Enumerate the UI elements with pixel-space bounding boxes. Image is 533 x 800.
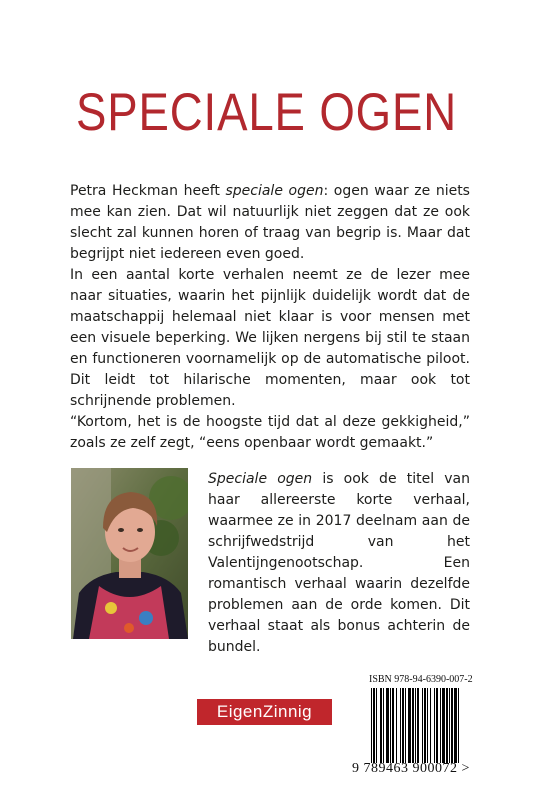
barcode-bar	[412, 688, 414, 763]
barcode	[371, 688, 491, 763]
barcode-bar	[371, 688, 372, 763]
barcode-bar	[386, 688, 389, 763]
barcode-digits: 9 789463 900072 >	[352, 761, 470, 776]
barcode-bar	[440, 688, 441, 763]
barcode-bar	[400, 688, 401, 763]
barcode-bar	[427, 688, 428, 763]
blurb-paragraph: In een aantal korte verhalen neemt ze de lezer mee naar situaties, waarin het pijnlijk duidelijk wordt dat de maatschappij helemaal niet klaar is voor mensen met een visuele beperking. We lijken nergens bij stil te staan en functioneren voornamelijk op de automatische piloot. Dit leidt tot hilarische momenten, maar ook tot schrijnende problemen.	[70, 267, 470, 409]
isbn-label: ISBN 978-94-6390-007-2	[369, 674, 473, 685]
cover-title: SPECIALE OGEN	[75, 83, 458, 142]
barcode-bar	[449, 688, 450, 763]
barcode-bar	[376, 688, 377, 763]
barcode-bar	[458, 688, 459, 763]
blurb-text	[70, 181, 470, 454]
barcode-bar	[380, 688, 382, 763]
barcode-bar	[454, 688, 457, 763]
bio-text: Speciale ogen is ook de titel van haar allereerste korte verhaal, waarmee ze in 2017 deelnam aan de schrijfwedstrijd van het Valentijngenootschap. Een romantisch verhaal waarin dezelfde problemen aan de orde komen. Dit verhaal staat als bonus achterin de bundel.	[208, 471, 470, 655]
barcode-bar	[446, 688, 448, 763]
barcode-bar	[424, 688, 426, 763]
barcode-bar	[436, 688, 438, 763]
blurb-paragraph: Petra Heckman heeft speciale ogen: ogen waar ze niets mee kan zien. Dat wil natuurlijk niet zeggen dat ze ook slecht zal kunnen horen of traag van begrip is. Maar dat begrijpt niet iedereen even goed.	[70, 183, 470, 262]
blurb-quote: “Kortom, het is de hoogste tijd dat al deze gekkigheid,” zoals ze zelf zegt, “eens openbaar wordt gemaakt.”	[70, 414, 470, 451]
barcode-bar	[373, 688, 375, 763]
barcode-bar	[417, 688, 419, 763]
barcode-bar	[451, 688, 453, 763]
barcode-bar	[408, 688, 411, 763]
author-photo	[71, 468, 188, 639]
barcode-bar	[422, 688, 423, 763]
barcode-bar	[434, 688, 435, 763]
barcode-bar	[415, 688, 416, 763]
barcode-bar	[390, 688, 391, 763]
barcode-bar	[402, 688, 404, 763]
barcode-bar	[442, 688, 445, 763]
barcode-bar	[430, 688, 431, 763]
barcode-bar	[392, 688, 394, 763]
barcode-bar	[405, 688, 406, 763]
publisher-logo: EigenZinnig	[196, 698, 333, 726]
barcode-bar	[383, 688, 384, 763]
barcode-bar	[396, 688, 397, 763]
